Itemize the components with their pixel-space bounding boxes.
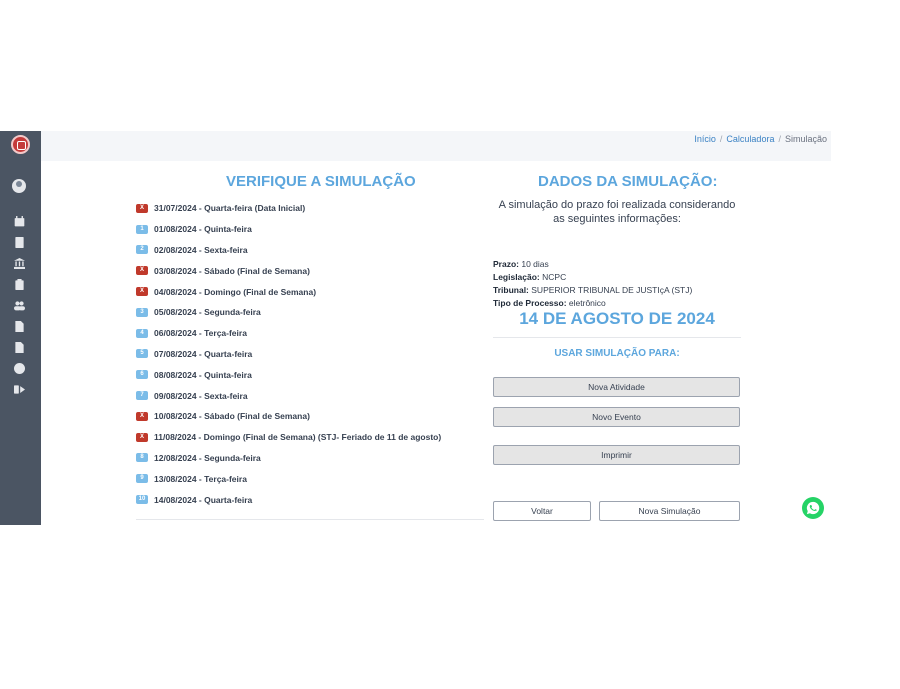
app-frame <box>0 131 900 525</box>
list-item <box>136 385 486 406</box>
info-label: Tipo de Processo: <box>493 298 567 308</box>
info-value: SUPERIOR TRIBUNAL DE JUSTIçA (STJ) <box>531 285 693 295</box>
calendar-icon[interactable] <box>12 215 26 229</box>
list-item <box>136 240 486 261</box>
day-text: 06/08/2024 - Terça-feira <box>154 328 247 339</box>
divider <box>136 519 484 520</box>
whatsapp-icon[interactable] <box>802 497 824 519</box>
breadcrumb <box>694 134 827 144</box>
back-button[interactable]: Voltar <box>493 501 591 521</box>
day-badge: X <box>136 287 148 296</box>
list-item <box>136 219 486 240</box>
day-text: 31/07/2024 - Quarta-feira (Data Inicial) <box>154 203 306 214</box>
simulation-data-title: DADOS DA SIMULAÇÃO: <box>538 173 718 190</box>
sidebar <box>0 131 41 525</box>
day-text: 10/08/2024 - Sábado (Final de Semana) <box>154 411 310 422</box>
day-text: 07/08/2024 - Quarta-feira <box>154 348 253 359</box>
list-item <box>136 468 486 489</box>
day-list <box>136 198 486 510</box>
print-button[interactable]: Imprimir <box>493 445 740 465</box>
day-text: 12/08/2024 - Segunda-feira <box>154 452 261 463</box>
bank-icon[interactable] <box>12 257 26 271</box>
day-text: 01/08/2024 - Quinta-feira <box>154 224 252 235</box>
list-item <box>136 323 486 344</box>
info-label: Legislação: <box>493 272 540 282</box>
breadcrumb-current: Simulação <box>784 134 827 144</box>
use-simulation-heading: USAR SIMULAÇÃO PARA: <box>554 348 680 359</box>
day-text: 11/08/2024 - Domingo (Final de Semana) (STJ- Feriado de 11 de agosto) <box>154 432 442 443</box>
day-badge: 1 <box>136 225 148 234</box>
day-badge: 9 <box>136 474 148 483</box>
breadcrumb-separator: / <box>719 134 723 144</box>
list-item <box>136 489 486 510</box>
day-badge: 6 <box>136 370 148 379</box>
day-badge: X <box>136 433 148 442</box>
day-text: 13/08/2024 - Terça-feira <box>154 473 247 484</box>
day-badge: 7 <box>136 391 148 400</box>
new-simulation-button[interactable]: Nova Simulação <box>599 501 740 521</box>
list-item <box>136 448 486 469</box>
list-item <box>136 198 486 219</box>
breadcrumb-home-link[interactable]: Início <box>694 134 716 144</box>
info-court <box>493 285 692 298</box>
user-circle-icon[interactable] <box>12 362 26 376</box>
day-text: 04/08/2024 - Domingo (Final de Semana) <box>154 286 317 297</box>
info-label: Prazo: <box>493 259 519 269</box>
file-icon[interactable] <box>12 320 26 334</box>
breadcrumb-calculator-link[interactable]: Calculadora <box>726 134 775 144</box>
user-avatar[interactable] <box>12 179 26 193</box>
info-legislation <box>493 272 692 285</box>
day-text: 02/08/2024 - Sexta-feira <box>154 244 248 255</box>
day-badge: X <box>136 266 148 275</box>
list-item <box>136 260 486 281</box>
simulation-info <box>493 259 692 311</box>
info-value: eletrônico <box>568 298 606 308</box>
info-deadline <box>493 259 692 272</box>
day-text: 09/08/2024 - Sexta-feira <box>154 390 248 401</box>
day-text: 14/08/2024 - Quarta-feira <box>154 494 253 505</box>
day-badge: 2 <box>136 245 148 254</box>
simulation-list-title: VERIFIQUE A SIMULAÇÃO <box>226 173 416 190</box>
simulation-description: A simulação do prazo foi realizada considerando as seguintes informações: <box>498 199 736 225</box>
info-value: 10 dias <box>521 259 549 269</box>
day-badge: 8 <box>136 453 148 462</box>
app-logo[interactable] <box>11 135 30 154</box>
day-text: 08/08/2024 - Quinta-feira <box>154 369 252 380</box>
day-badge: 5 <box>136 349 148 358</box>
users-icon[interactable] <box>12 299 26 313</box>
calculator-icon[interactable] <box>12 236 26 250</box>
clipboard-icon[interactable] <box>12 278 26 292</box>
sign-out-icon[interactable] <box>12 383 26 397</box>
day-text: 05/08/2024 - Segunda-feira <box>154 307 261 318</box>
main-content <box>41 161 831 525</box>
day-badge: 10 <box>136 495 148 504</box>
day-badge: 3 <box>136 308 148 317</box>
list-item <box>136 427 486 448</box>
list-item <box>136 281 486 302</box>
list-item <box>136 364 486 385</box>
day-badge: X <box>136 412 148 421</box>
new-activity-button[interactable]: Nova Atividade <box>493 377 740 397</box>
top-bar <box>41 131 831 161</box>
list-item <box>136 302 486 323</box>
file-alt-icon[interactable] <box>12 341 26 355</box>
day-badge: X <box>136 204 148 213</box>
result-date: 14 DE AGOSTO DE 2024 <box>519 309 715 328</box>
day-badge: 4 <box>136 329 148 338</box>
list-item <box>136 406 486 427</box>
info-label: Tribunal: <box>493 285 529 295</box>
list-item <box>136 344 486 365</box>
divider <box>493 337 741 338</box>
info-value: NCPC <box>542 272 567 282</box>
day-text: 03/08/2024 - Sábado (Final de Semana) <box>154 265 310 276</box>
breadcrumb-separator: / <box>778 134 781 144</box>
new-event-button[interactable]: Novo Evento <box>493 407 740 427</box>
